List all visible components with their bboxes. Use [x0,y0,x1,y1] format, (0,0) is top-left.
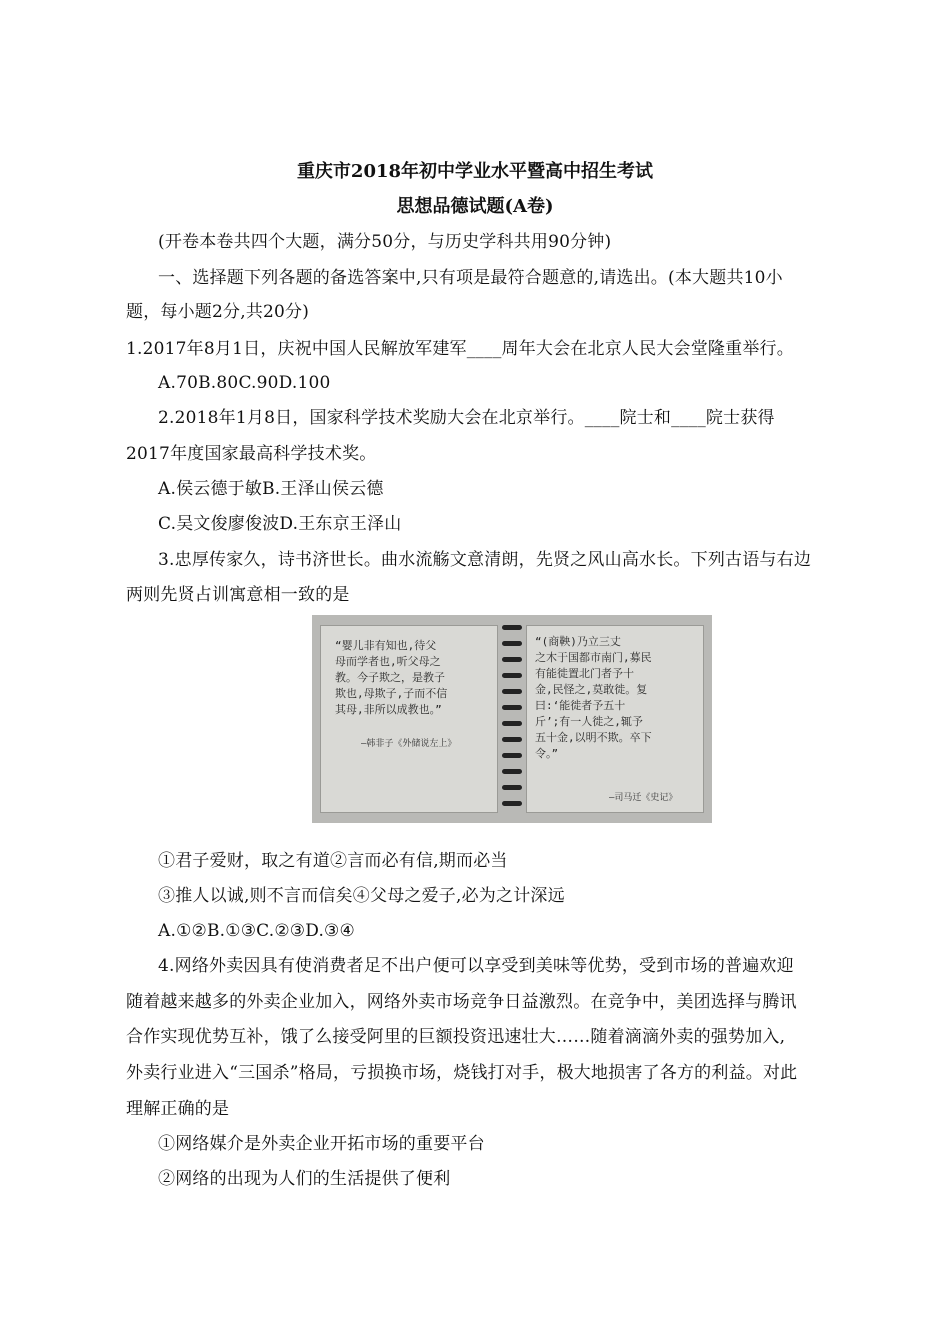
notebook-figure [312,615,712,823]
binding-ring [502,625,522,630]
question4-text-line1: 4.网络外卖因具有使消费者足不出户便可以享受到美味等优势，受到市场的普遍欢迎 [158,956,794,976]
notebook-right-page [526,625,704,813]
question2-options-1: A.侯云德于敏B.王泽山侯云德 [158,479,384,499]
binding-ring [502,673,522,678]
right-quote-source: —司马迁《史记》 [609,793,678,803]
exam-title: 重庆市2018年初中学业水平暨高中招生考试 [296,161,654,182]
left-quote-source: —韩非子《外储说左上》 [361,739,457,749]
question3-item-2: ③推人以诚,则不言而信矣④父母之爱子,必为之计深远 [158,886,565,906]
binding-ring [502,737,522,742]
section1-instruction-line1: 一、选择题下列各题的备选答案中,只有项是最符合题意的,请选出。(本大题共10小 [158,268,783,288]
question1-text: 1.2017年8月1日，庆祝中国人民解放军建军____周年大会在北京人民大会堂隆重举行。 [126,339,794,359]
question2-text-line2: 2017年度国家最高科学技术奖。 [126,444,377,464]
binding-ring [502,769,522,774]
binding-ring [502,657,522,662]
binding-ring [502,753,522,758]
question4-text-line5: 理解正确的是 [126,1099,230,1119]
right-quote-text: “(商鞅)乃立三丈 之木于国都市南门,募民 有能徙置北门者予十 金,民怪之,莫敢徙。复 曰:‘能徙者予五十 斤’;有一人徙之,辄予 五十金,以明不欺。卒下 令。” [535,635,652,760]
left-quote-text: “婴儿非有知也,待父 母而学者也,听父母之 教。今子欺之，是教子 欺也,母欺子,子而不信 其母,非所以成教也。” [335,639,448,716]
question4-item-1: ①网络媒介是外卖企业开拓市场的重要平台 [158,1134,485,1154]
question2-text-line1: 2.2018年1月8日，国家科学技术奖励大会在北京举行。____院士和____院士获得 [158,408,775,428]
notebook-left-page [320,625,498,813]
question3-options: A.①②B.①③C.②③D.③④ [158,921,355,941]
binding-ring [502,705,522,710]
binding-ring [502,641,522,646]
binding-ring [502,785,522,790]
binding-ring [502,801,522,806]
question3-text-line2: 两则先贤占训寓意相一致的是 [126,585,350,605]
section1-instruction-line2: 题，每小题2分,共20分) [126,302,310,322]
binding-ring [502,689,522,694]
question3-text-line1: 3.忠厚传家久，诗书济世长。曲水流觞文意清朗，先贤之风山高水长。下列古语与右边 [158,550,812,570]
question2-options-2: C.吴文俊廖俊波D.王东京王泽山 [158,514,402,534]
question4-item-2: ②网络的出现为人们的生活提供了便利 [158,1169,451,1189]
question3-item-1: ①君子爱财，取之有道②言而必有信,期而必当 [158,851,508,871]
question4-text-line3: 合作实现优势互补，饿了么接受阿里的巨额投资迅速壮大……随着滴滴外卖的强势加入, [126,1027,786,1047]
binding-ring [502,721,522,726]
exam-subtitle: 思想品德试题(A卷) [396,196,554,217]
question4-text-line2: 随着越来越多的外卖企业加入，网络外卖市场竞争日益激烈。在竞争中，美团选择与腾讯 [126,992,797,1012]
notebook-binding-rings [498,621,526,817]
question4-text-line4: 外卖行业进入“三国杀”格局，亏损换市场，烧钱打对手，极大地损害了各方的利益。对此 [126,1063,798,1083]
question1-options: A.70B.80C.90D.100 [158,373,331,393]
exam-note: (开卷本卷共四个大题，满分50分，与历史学科共用90分钟) [158,232,612,252]
